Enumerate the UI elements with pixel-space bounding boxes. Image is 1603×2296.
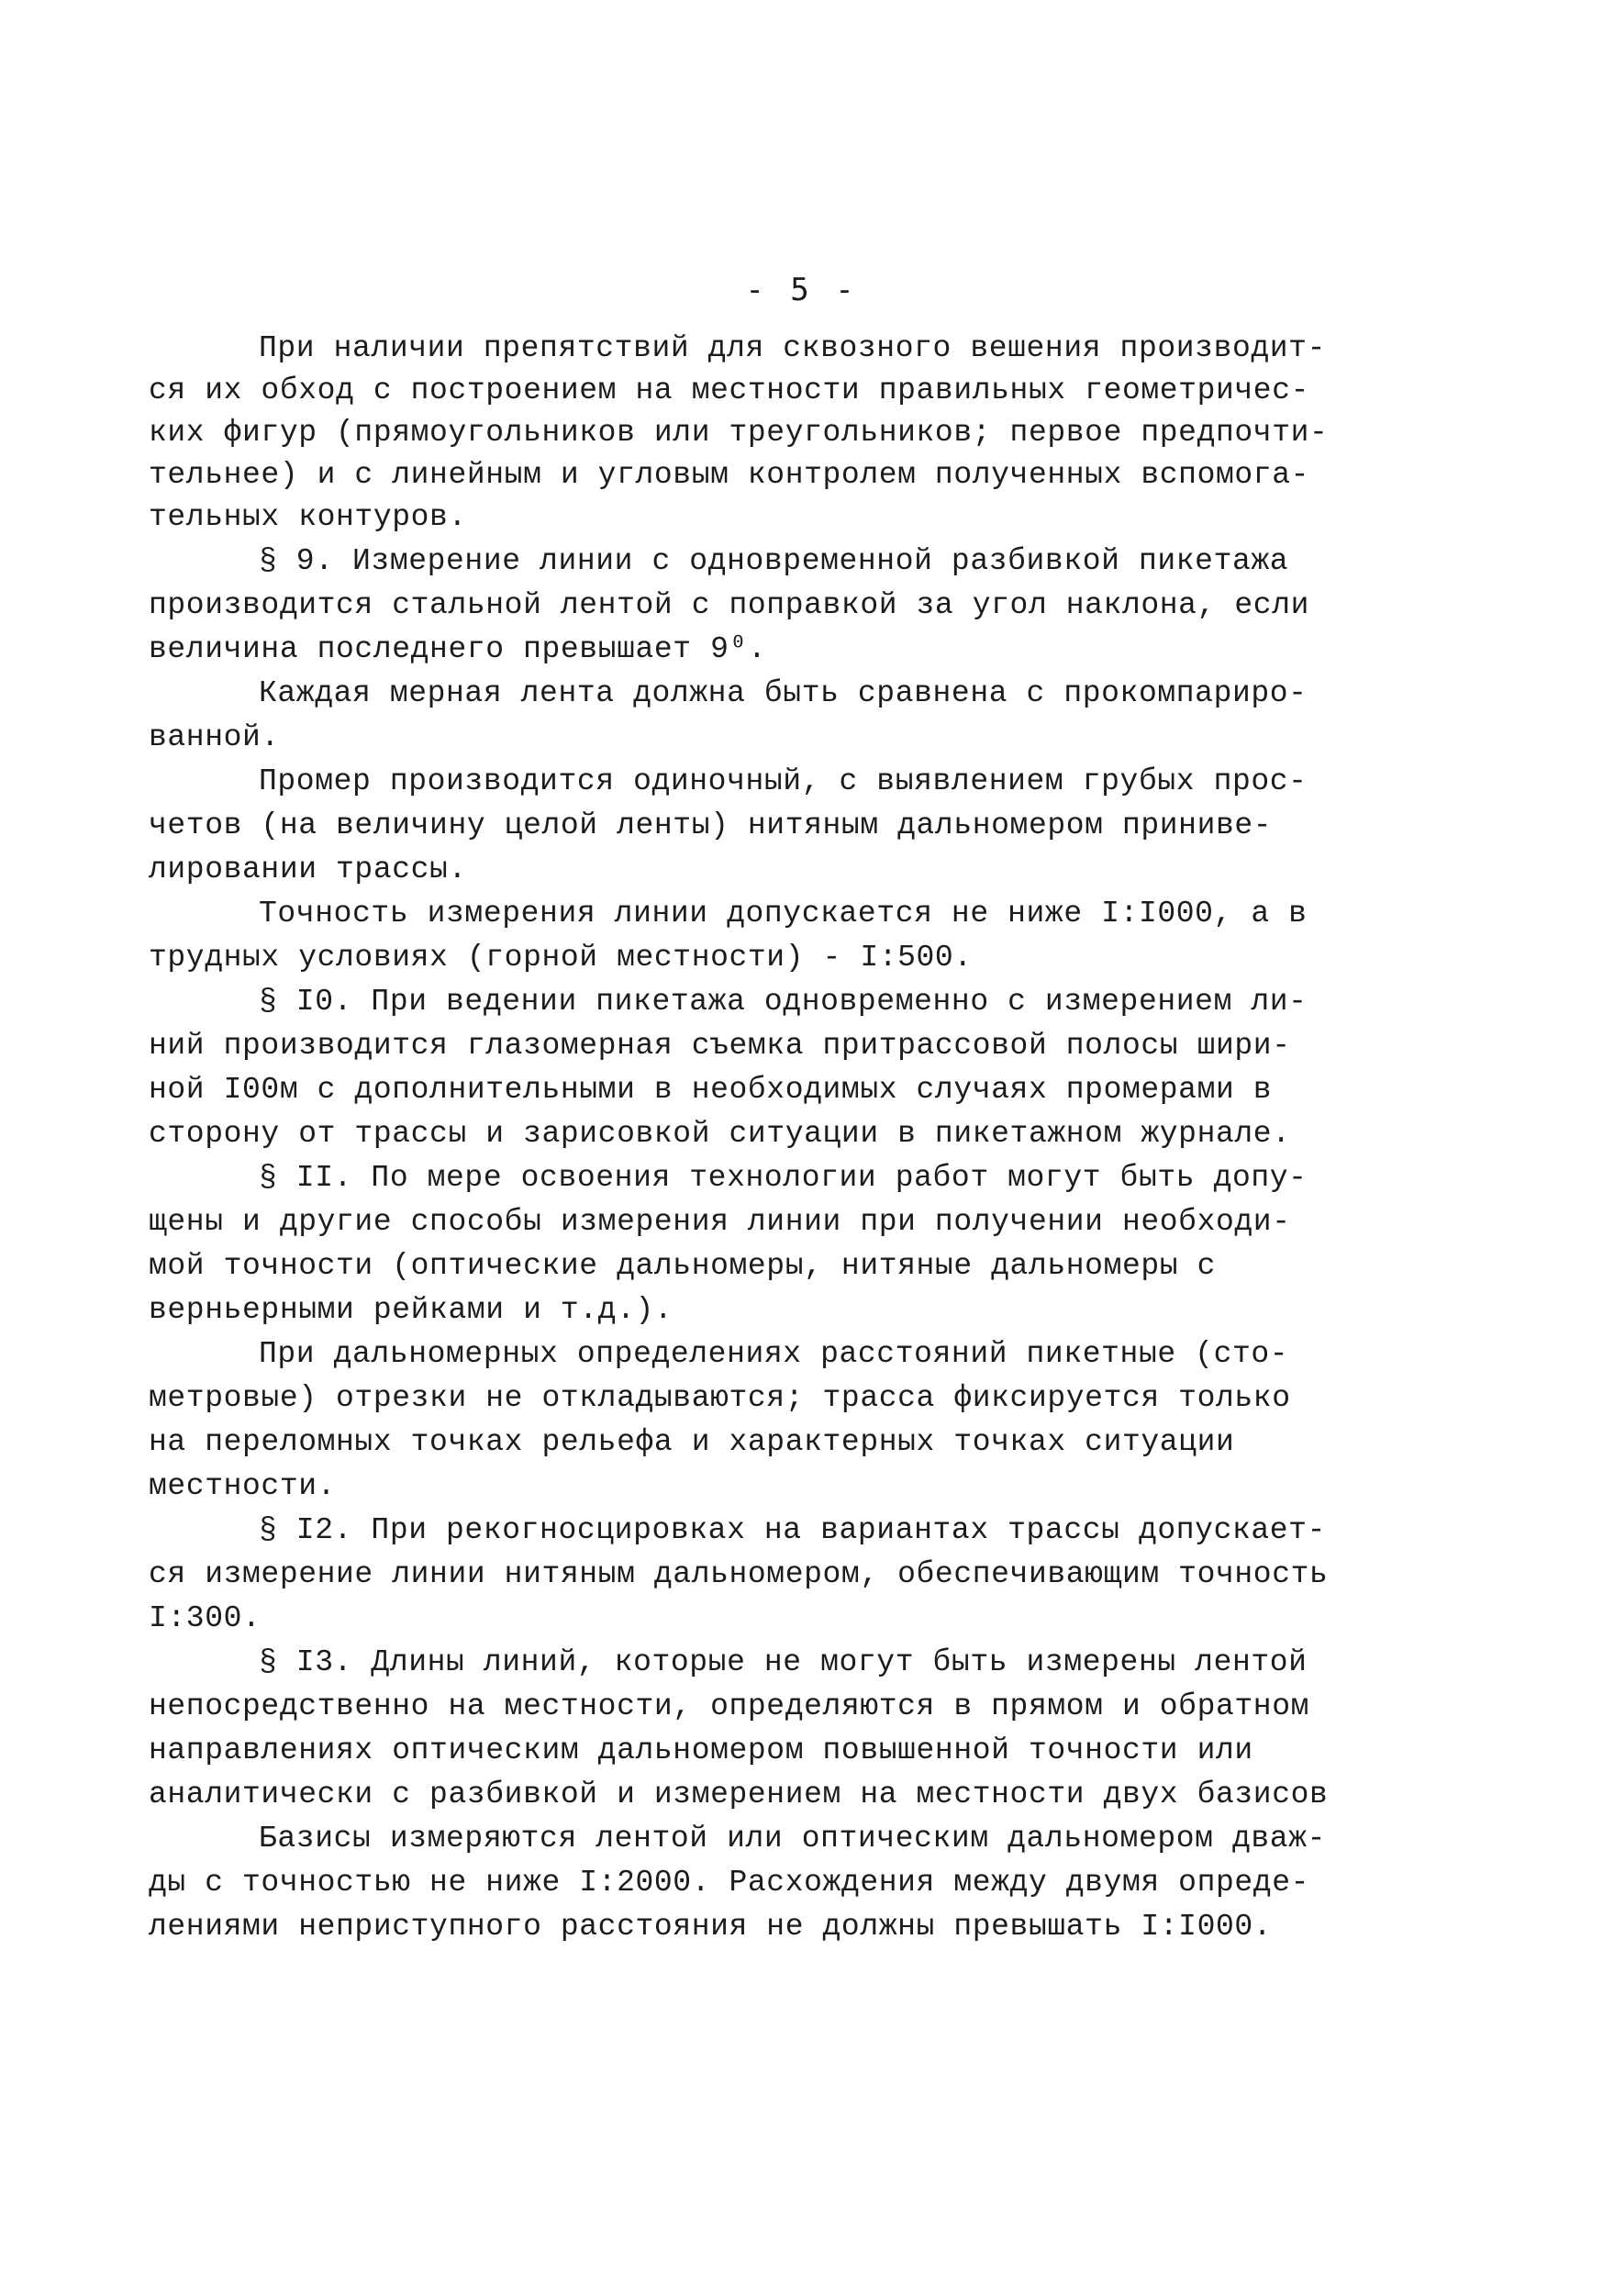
text-line: величина последнего превышает 9⁰.	[149, 632, 767, 666]
text-line: тельнее) и с линейным и угловым контролем полученных вспомога-	[149, 458, 1309, 492]
text-line: местности.	[149, 1469, 337, 1503]
text-line: При дальномерных определениях расстояний пикетные (сто-	[259, 1337, 1289, 1371]
text-line: ких фигур (прямоугольников или треугольников; первое предпочти-	[149, 416, 1329, 450]
text-line: аналитически с разбивкой и измерением на местности двух базисов	[149, 1778, 1329, 1811]
text-line: Точность измерения линии допускается не ниже I:I000, а в	[259, 897, 1308, 931]
text-line: При наличии препятствий для сквозного вешения производит-	[259, 331, 1326, 365]
text-line: щены и другие способы измерения линии при получении необходи-	[149, 1205, 1291, 1239]
text-line: ся измерение линии нитяным дальномером, обеспечивающим точность	[149, 1557, 1329, 1591]
text-line: верньерными рейками и т.д.).	[149, 1293, 673, 1327]
text-line: лениями неприступного расстояния не должны превышать I:I000.	[149, 1910, 1273, 1944]
text-line: ванной.	[149, 720, 280, 754]
text-line: I:300.	[149, 1601, 262, 1635]
text-line: Каждая мерная лента должна быть сравнена с прокомпариро-	[259, 676, 1308, 710]
text-line: лировании трассы.	[149, 853, 467, 886]
text-line: § II. По мере освоения технологии работ могут быть допу-	[259, 1161, 1308, 1195]
text-line: непосредственно на местности, определяются в прямом и обратном	[149, 1689, 1309, 1723]
text-line: на переломных точках рельефа и характерных точках ситуации	[149, 1425, 1235, 1459]
text-line: § I3. Длины линий, которые не могут быть измерены лентой	[259, 1645, 1308, 1679]
text-line: мой точности (оптические дальномеры, нитяные дальномеры с	[149, 1249, 1216, 1283]
text-line: производится стальной лентой с поправкой за угол наклона, если	[149, 588, 1309, 622]
text-line: тельных контуров.	[149, 500, 467, 534]
text-line: трудных условиях (горной местности) - I:500.	[149, 941, 973, 975]
text-line: метровые) отрезки не откладываются; трасса фиксируется только	[149, 1381, 1291, 1415]
text-line: ды с точностью не ниже I:2000. Расхождения между двумя опреде-	[149, 1866, 1309, 1900]
text-line: ной I00м с дополнительными в необходимых случаях промерами в	[149, 1073, 1273, 1107]
text-line: Базисы измеряются лентой или оптическим дальномером дваж-	[259, 1822, 1326, 1856]
text-line: § I2. При рекогносцировках на вариантах трассы допускает-	[259, 1513, 1326, 1547]
text-line: ся их обход с построением на местности правильных геометричес-	[149, 373, 1309, 407]
text-line: § 9. Измерение линии с одновременной разбивкой пикетажа	[259, 544, 1289, 578]
text-line: четов (на величину целой ленты) нитяным дальномером приниве-	[149, 808, 1273, 842]
page-number: - 5 -	[745, 272, 858, 308]
text-line: Промер производится одиночный, с выявлением грубых прос-	[259, 764, 1308, 798]
text-line: направлениях оптическим дальномером повышенной точности или	[149, 1733, 1253, 1767]
text-line: сторону от трассы и зарисовкой ситуации в пикетажном журнале.	[149, 1117, 1291, 1151]
text-line: ний производится глазомерная съемка притрассовой полосы шири-	[149, 1029, 1291, 1063]
text-line: § I0. При ведении пикетажа одновременно с измерением ли-	[259, 985, 1308, 1019]
